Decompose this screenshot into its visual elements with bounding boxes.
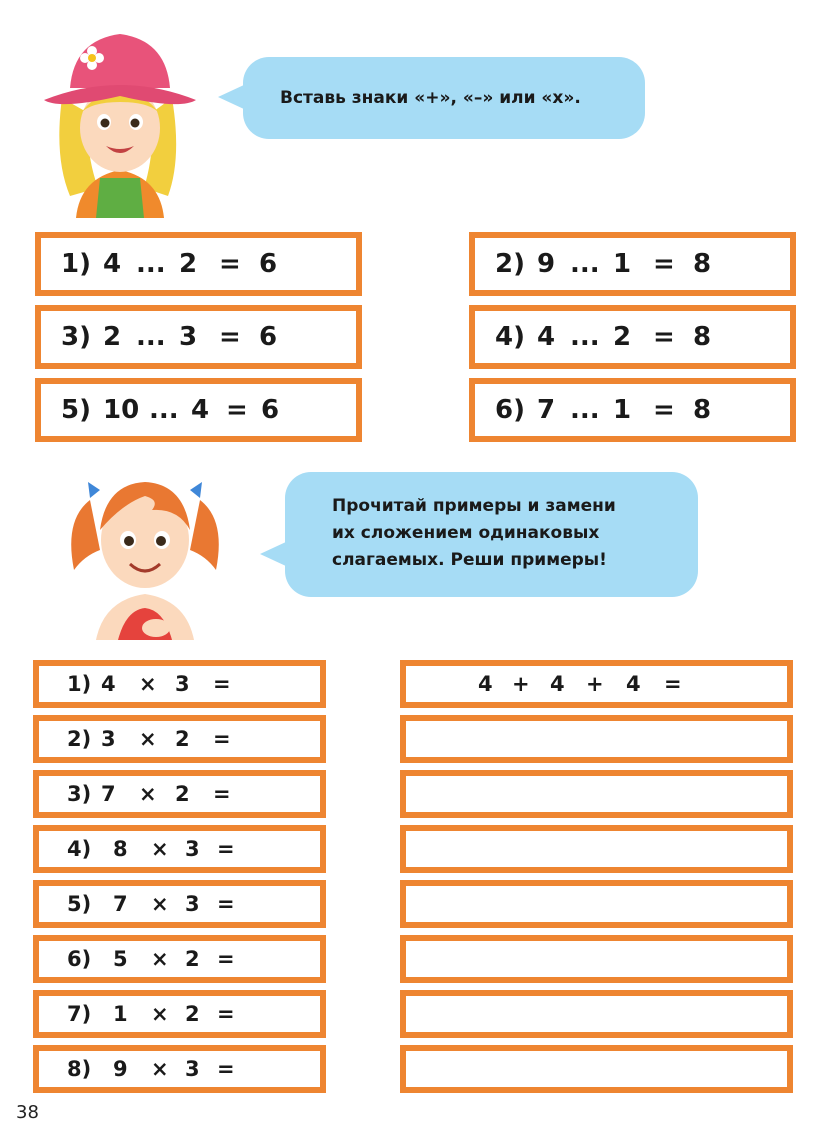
girl-with-pigtails-illustration <box>60 460 230 640</box>
exercise-2-2-num: 2) <box>67 727 92 751</box>
exercise-1-4-eq: = <box>653 322 675 352</box>
speech-bubble-1-tail <box>218 84 246 110</box>
exercise-1-1-r: 6 <box>259 249 278 279</box>
exercise-2-8-b: 3 <box>185 1057 200 1081</box>
exercise-2-4-b: 3 <box>185 837 200 861</box>
exercise-2-box-8 <box>33 1045 326 1093</box>
exercise-2-box-6 <box>33 935 326 983</box>
exercise-2-3-a: 7 <box>101 782 116 806</box>
example-answer-term-3: 4 <box>550 672 565 696</box>
page-number: 38 <box>16 1102 39 1123</box>
exercise-2-box-7 <box>33 990 326 1038</box>
exercise-2-5-eq: = <box>217 892 235 916</box>
exercise-1-4-op: ... <box>570 322 600 352</box>
exercise-2-7-a: 1 <box>113 1002 128 1026</box>
exercise-1-3-b: 3 <box>179 322 198 352</box>
exercise-1-4-r: 8 <box>693 322 712 352</box>
exercise-1-2-num: 2) <box>495 249 525 279</box>
exercise-2-2-op: × <box>139 727 157 751</box>
exercise-1-6-a: 7 <box>537 395 556 425</box>
exercise-2-5-a: 7 <box>113 892 128 916</box>
exercise-1-box-3 <box>35 305 362 369</box>
exercise-2-6-b: 2 <box>185 947 200 971</box>
answer-box-4[interactable] <box>400 825 793 873</box>
exercise-1-2-eq: = <box>653 249 675 279</box>
exercise-2-4-a: 8 <box>113 837 128 861</box>
exercise-2-7-eq: = <box>217 1002 235 1026</box>
exercise-2-box-2 <box>33 715 326 763</box>
exercise-1-2-b: 1 <box>613 249 632 279</box>
instruction-2-line-2: их сложением одинаковых <box>332 523 600 543</box>
exercise-1-5-eq: = <box>226 395 248 425</box>
exercise-1-6-op: ... <box>570 395 600 425</box>
exercise-1-5-r: 6 <box>261 395 280 425</box>
exercise-2-7-op: × <box>151 1002 169 1026</box>
exercise-1-2-r: 8 <box>693 249 712 279</box>
answer-box-3[interactable] <box>400 770 793 818</box>
exercise-1-6-eq: = <box>653 395 675 425</box>
exercise-1-2-op: ... <box>570 249 600 279</box>
exercise-2-box-4 <box>33 825 326 873</box>
exercise-2-6-eq: = <box>217 947 235 971</box>
exercise-1-4-num: 4) <box>495 322 525 352</box>
exercise-2-6-a: 5 <box>113 947 128 971</box>
exercise-1-6-b: 1 <box>613 395 632 425</box>
exercise-1-2-a: 9 <box>537 249 556 279</box>
instruction-2-line-3: слагаемых. Реши примеры! <box>332 550 607 570</box>
example-answer-term-1: 4 <box>478 672 493 696</box>
exercise-2-2-a: 3 <box>101 727 116 751</box>
exercise-2-1-num: 1) <box>67 672 92 696</box>
exercise-1-6-num: 6) <box>495 395 525 425</box>
exercise-1-1-a: 4 <box>103 249 122 279</box>
example-answer-term-5: 4 <box>626 672 641 696</box>
exercise-2-2-b: 2 <box>175 727 190 751</box>
exercise-2-1-b: 3 <box>175 672 190 696</box>
exercise-1-1-b: 2 <box>179 249 198 279</box>
exercise-1-5-num: 5) <box>61 395 91 425</box>
exercise-2-8-eq: = <box>217 1057 235 1081</box>
exercise-1-3-op: ... <box>136 322 166 352</box>
exercise-2-box-1 <box>33 660 326 708</box>
exercise-1-3-a: 2 <box>103 322 122 352</box>
exercise-1-5-a: 10 <box>103 395 140 425</box>
exercise-2-4-num: 4) <box>67 837 92 861</box>
exercise-2-2-eq: = <box>213 727 231 751</box>
exercise-2-3-eq: = <box>213 782 231 806</box>
exercise-2-3-op: × <box>139 782 157 806</box>
exercise-1-3-eq: = <box>219 322 241 352</box>
exercise-1-3-num: 3) <box>61 322 91 352</box>
exercise-2-6-op: × <box>151 947 169 971</box>
exercise-2-1-a: 4 <box>101 672 116 696</box>
exercise-2-1-op: × <box>139 672 157 696</box>
exercise-1-box-2 <box>469 232 796 296</box>
exercise-2-6-num: 6) <box>67 947 92 971</box>
answer-box-2[interactable] <box>400 715 793 763</box>
exercise-1-1-op: ... <box>136 249 166 279</box>
exercise-1-4-b: 2 <box>613 322 632 352</box>
exercise-1-1-eq: = <box>219 249 241 279</box>
exercise-1-box-1 <box>35 232 362 296</box>
exercise-1-1-num: 1) <box>61 249 91 279</box>
example-answer-term-2: + <box>512 672 530 696</box>
answer-box-7[interactable] <box>400 990 793 1038</box>
exercise-2-5-op: × <box>151 892 169 916</box>
exercise-1-5-op: ... <box>149 395 179 425</box>
example-answer-term-4: + <box>586 672 604 696</box>
girl-with-hat-illustration <box>40 18 200 218</box>
example-answer-term-6: = <box>664 672 682 696</box>
exercise-2-5-num: 5) <box>67 892 92 916</box>
instruction-2-line-1: Прочитай примеры и замени <box>332 496 616 516</box>
exercise-2-5-b: 3 <box>185 892 200 916</box>
exercise-1-box-6 <box>469 378 796 442</box>
exercise-2-7-b: 2 <box>185 1002 200 1026</box>
exercise-1-box-5 <box>35 378 362 442</box>
exercise-2-box-5 <box>33 880 326 928</box>
exercise-2-1-eq: = <box>213 672 231 696</box>
exercise-2-4-eq: = <box>217 837 235 861</box>
answer-box-1[interactable] <box>400 660 793 708</box>
answer-box-5[interactable] <box>400 880 793 928</box>
exercise-1-4-a: 4 <box>537 322 556 352</box>
exercise-1-5-b: 4 <box>191 395 210 425</box>
exercise-1-6-r: 8 <box>693 395 712 425</box>
exercise-2-4-op: × <box>151 837 169 861</box>
exercise-1-3-r: 6 <box>259 322 278 352</box>
answer-box-8[interactable] <box>400 1045 793 1093</box>
exercise-2-3-num: 3) <box>67 782 92 806</box>
exercise-2-8-a: 9 <box>113 1057 128 1081</box>
exercise-1-box-4 <box>469 305 796 369</box>
exercise-2-7-num: 7) <box>67 1002 92 1026</box>
speech-bubble-2-tail <box>260 541 288 567</box>
exercise-2-8-num: 8) <box>67 1057 92 1081</box>
exercise-2-3-b: 2 <box>175 782 190 806</box>
exercise-2-box-3 <box>33 770 326 818</box>
instruction-1: Вставь знаки «+», «–» или «х». <box>280 88 581 108</box>
exercise-2-8-op: × <box>151 1057 169 1081</box>
answer-box-6[interactable] <box>400 935 793 983</box>
